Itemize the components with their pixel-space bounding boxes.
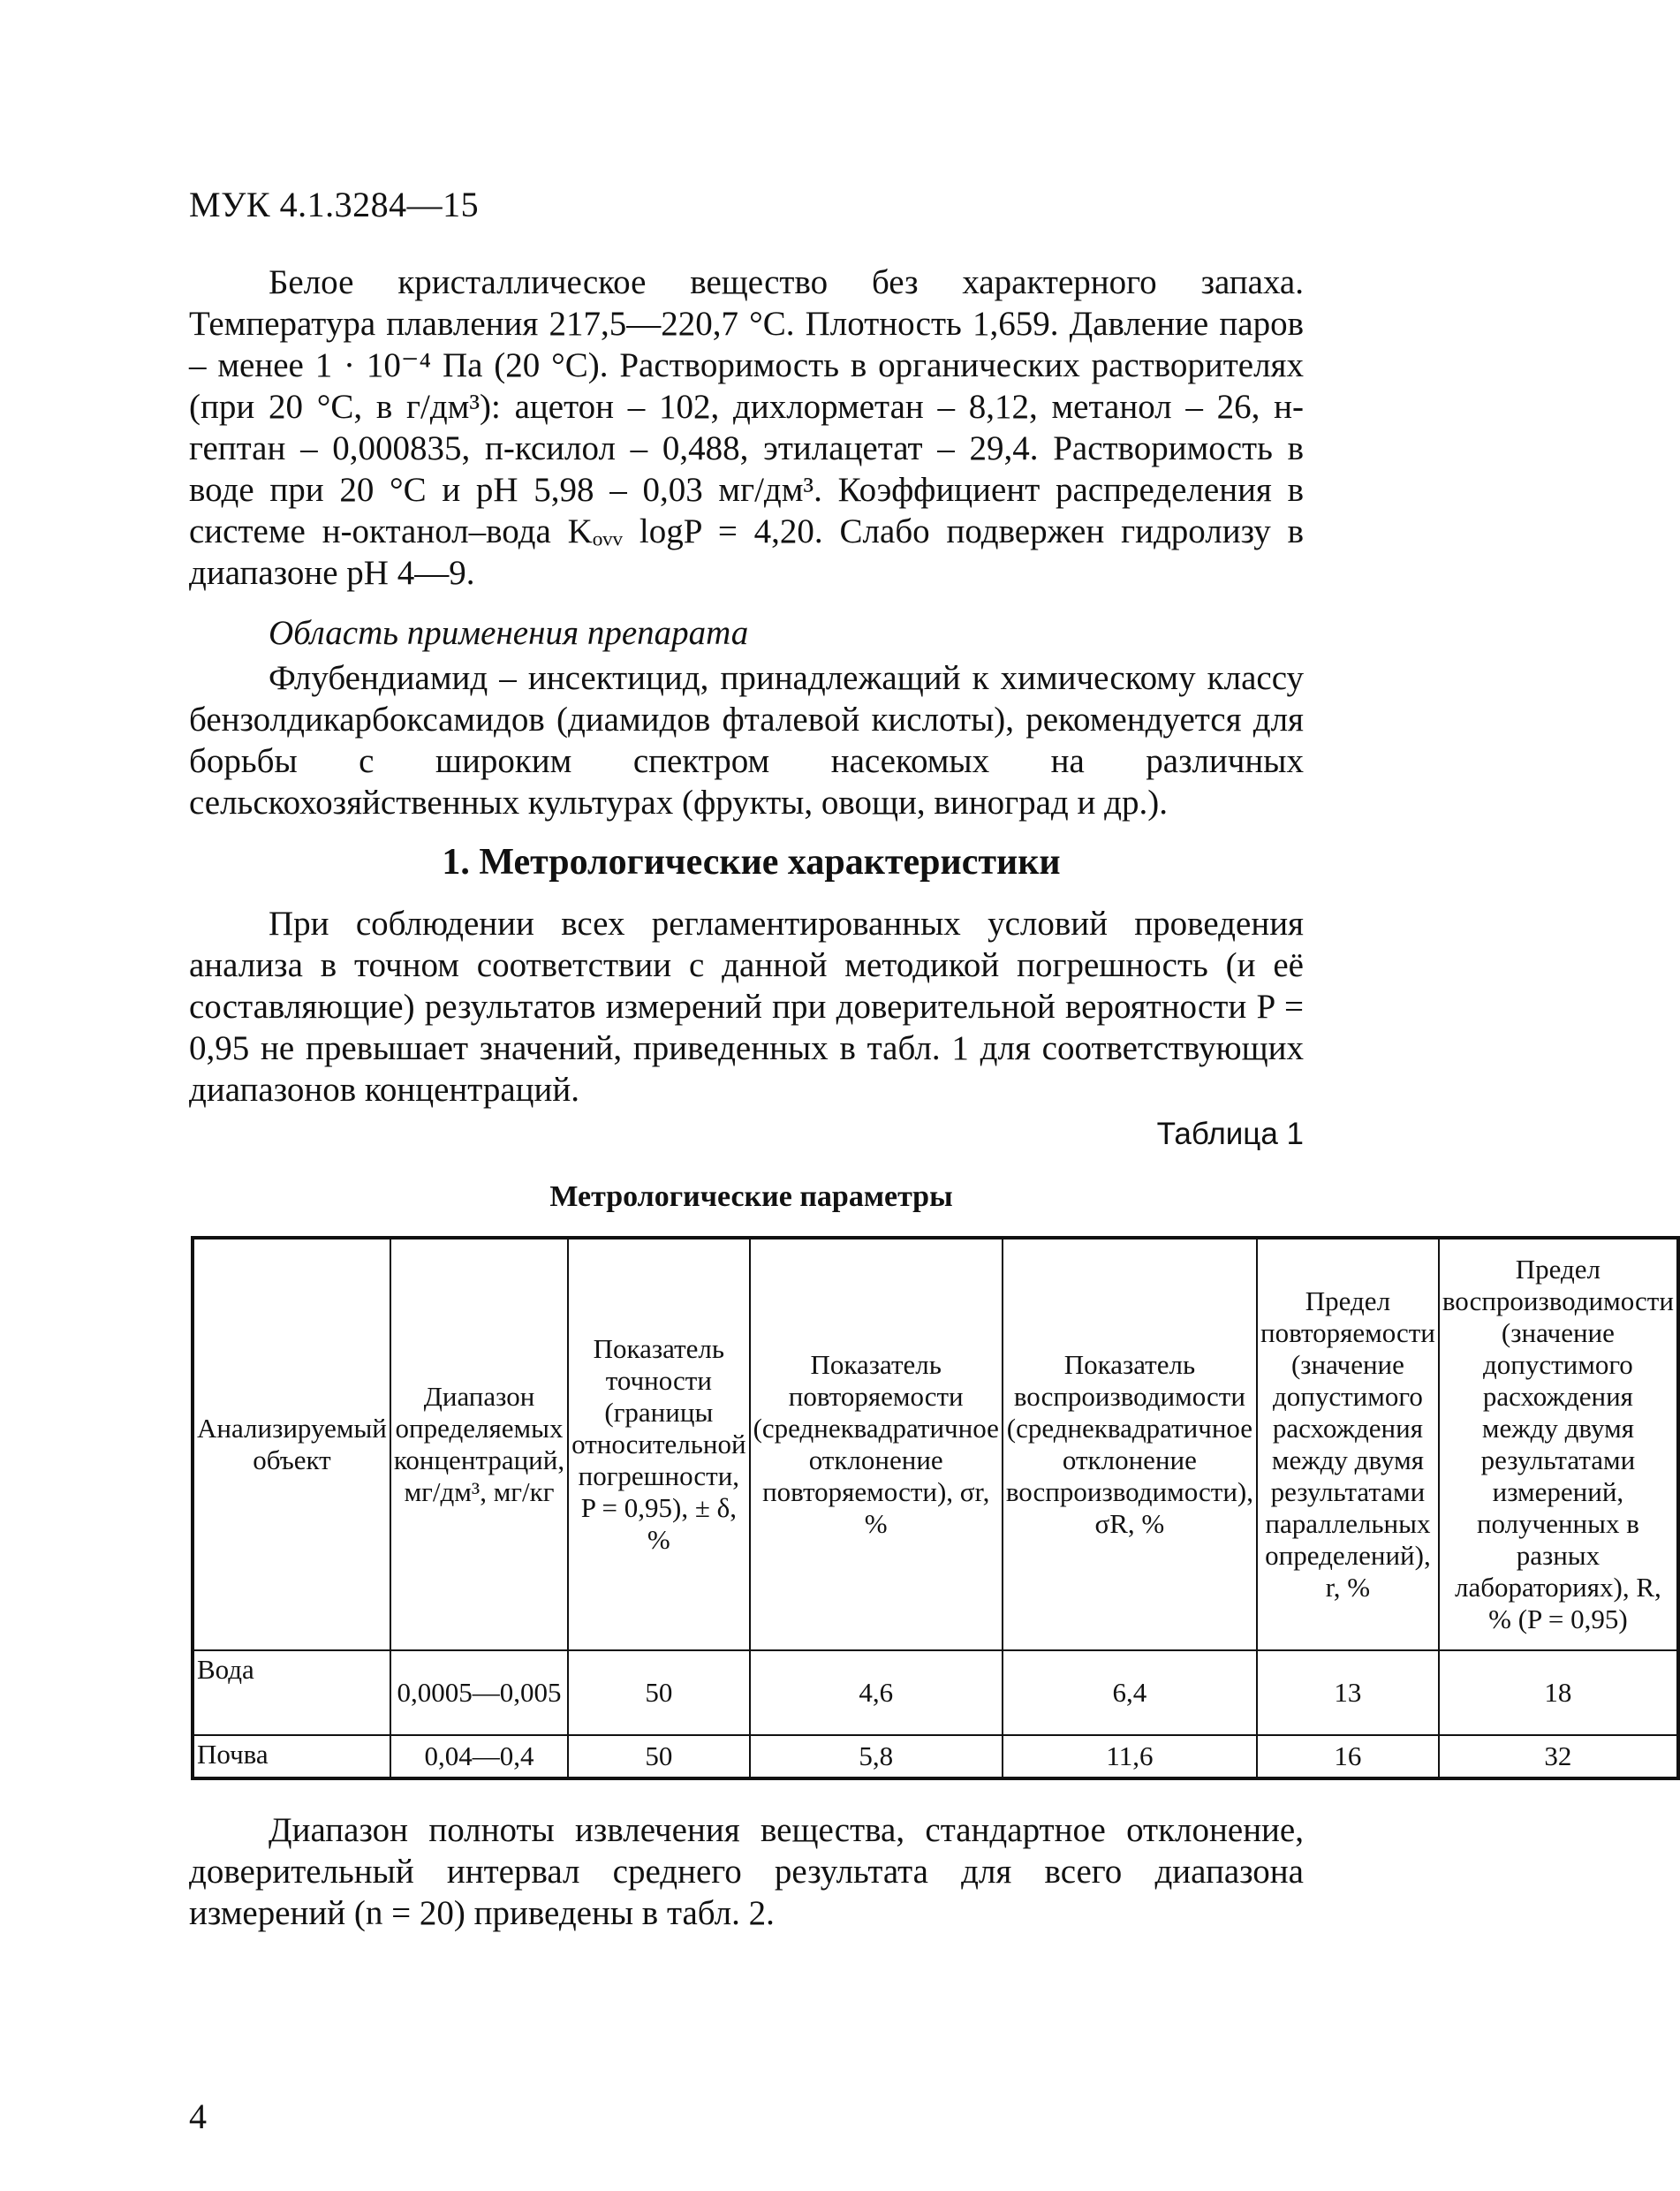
table-row [193, 1650, 1678, 1735]
cell-range: 0,0005—0,005 [390, 1650, 568, 1735]
header-reproducibility: Показатель воспроизводимости (среднеквадратичное отклонение воспроизводимости), σR, % [1003, 1238, 1257, 1650]
metrology-table [191, 1236, 1680, 1780]
page-number: 4 [189, 2096, 207, 2136]
header-reproduce-limit: Предел воспроизводимости (значение допустимого расхождения между двумя результатами измерений, полученных в разных лабораториях), R, % (P = 0,95) [1439, 1238, 1678, 1650]
header-accuracy: Показатель точности (границы относительной погрешности, P = 0,95), ± δ, % [568, 1238, 749, 1650]
header-object: Анализируемый объект [193, 1238, 390, 1650]
document-code: МУК 4.1.3284—15 [189, 185, 480, 224]
cell-reproducibility: 11,6 [1003, 1735, 1257, 1778]
cell-object: Вода [193, 1650, 390, 1735]
header-range: Диапазон определяемых концентраций, мг/дм³, мг/кг [390, 1238, 568, 1650]
cell-accuracy: 50 [568, 1735, 749, 1778]
header-repeatability: Показатель повторяемости (среднеквадратичное отклонение повторяемости), σr, % [750, 1238, 1003, 1650]
cell-range: 0,04—0,4 [390, 1735, 568, 1778]
cell-repeatability: 5,8 [750, 1735, 1003, 1778]
application-text: Флубендиамид – инсектицид, принадлежащий к химическому классу бензолдикарбоксамидов (диамидов фталевой кислоты), рекомендуется для борьбы с широким спектром насекомых на различных сельскохозяйственных культурах (фрукты, овощи, виноград и др.). [189, 659, 1304, 822]
cell-repeat-limit: 16 [1257, 1735, 1439, 1778]
table-row [193, 1735, 1678, 1778]
footer-paragraph [189, 1809, 1304, 1934]
table-number: Таблица 1 [1156, 1117, 1304, 1151]
cell-reproducibility: 6,4 [1003, 1650, 1257, 1735]
table-header-row [193, 1238, 1678, 1650]
application-paragraph [189, 657, 1304, 823]
cell-reproduce-limit: 18 [1439, 1650, 1678, 1735]
section-title: 1. Метрологические характеристики [442, 842, 1061, 883]
cell-repeat-limit: 13 [1257, 1650, 1439, 1735]
cell-accuracy: 50 [568, 1650, 749, 1735]
cell-object: Почва [193, 1735, 390, 1778]
application-title: Область применения препарата [269, 614, 749, 652]
cell-repeatability: 4,6 [750, 1650, 1003, 1735]
footer-text: Диапазон полноты извлечения вещества, стандартное отклонение, доверительный интервал среднего результата для всего диапазона измерений (n = 20) приведены в табл. 2. [189, 1811, 1304, 1932]
section-text: При соблюдении всех регламентированных условий проведения анализа в точном соответствии с данной методикой погрешность (и её составляющие) результатов измерений при доверительной вероятности P = 0,95 не превышает значений, приведенных в табл. 1 для соответствующих диапазонов концентраций. [189, 905, 1304, 1109]
description-text: Белое кристаллическое вещество без характерного запаха. Температура плавления 217,5—220,7 °С. Плотность 1,659. Давление паров – менее 1 · 10⁻⁴ Па (20 °С). Растворимость в органических растворителях (при 20 °С, в г/дм³): ацетон – 102, дихлорметан – 8,12, метанол – 26, н-гептан – 0,000835, п-ксилол – 0,488, этилацетат – 29,4. Растворимость в воде при 20 °С и рН 5,98 – 0,03 мг/дм³. Коэффициент распределения в системе н-октанол–вода Kₒᵥᵥ logP = 4,20. Слабо подвержен гидролизу в диапазоне рН 4—9. [189, 263, 1304, 592]
cell-reproduce-limit: 32 [1439, 1735, 1678, 1778]
description-paragraph [189, 262, 1304, 594]
table-caption: Метрологические параметры [549, 1180, 953, 1213]
header-repeat-limit: Предел повторяемости (значение допустимого расхождения между двумя результатами параллельных определений), r, % [1257, 1238, 1439, 1650]
section-paragraph [189, 903, 1304, 1111]
